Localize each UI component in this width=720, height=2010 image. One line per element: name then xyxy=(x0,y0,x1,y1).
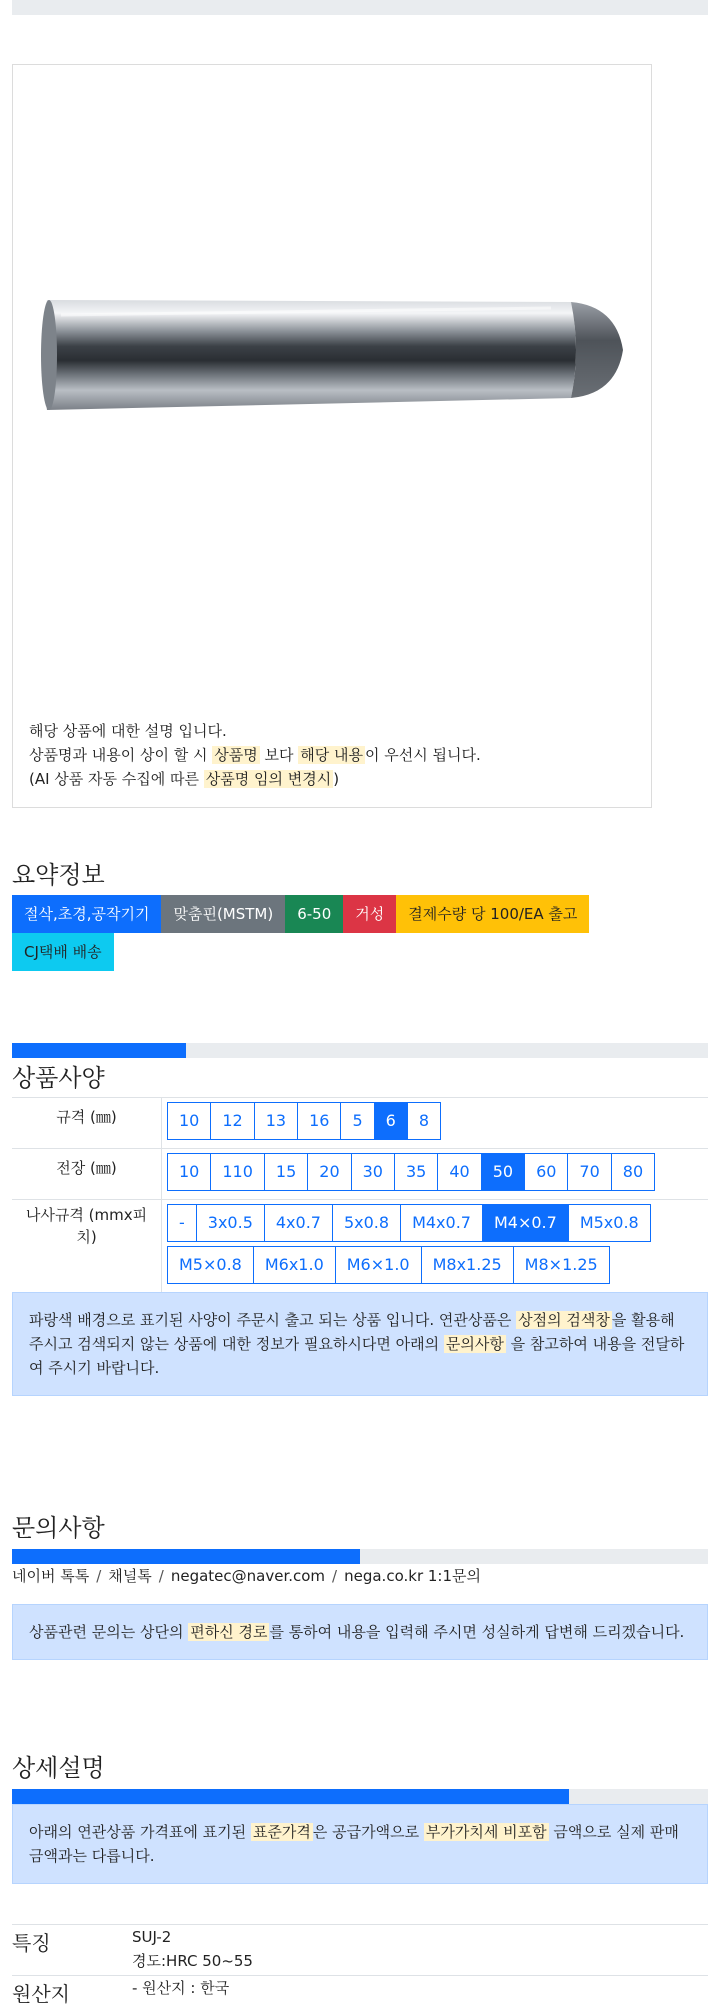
summary-title: 요약정보 xyxy=(12,861,105,889)
spec-option-button[interactable]: - xyxy=(167,1204,197,1242)
separator: / xyxy=(332,1567,338,1585)
spec-option-button[interactable]: 13 xyxy=(254,1102,298,1140)
spec-option-button[interactable]: 70 xyxy=(567,1153,611,1191)
spec-options-diameter xyxy=(162,1098,708,1148)
spec-option-button[interactable]: 10 xyxy=(167,1153,211,1191)
feature-row-characteristic xyxy=(12,1924,708,1975)
badge-product-type: 맞춤핀(MSTM) xyxy=(161,895,285,933)
top-progress-bar xyxy=(12,0,708,15)
dowel-pin-image xyxy=(31,280,641,420)
contact-channel-talk[interactable]: 채널톡 xyxy=(108,1567,152,1585)
notice-text: 을 활용해 주시고 검색되지 않는 상품에 대한 정보가 필요하시다면 아래의 xyxy=(29,1311,675,1353)
spec-option-button[interactable]: 60 xyxy=(524,1153,568,1191)
inquiry-progress-fill xyxy=(12,1549,360,1564)
highlight-vat-excluded: 부가가치세 비포함 xyxy=(425,1823,547,1841)
spec-option-button[interactable]: 35 xyxy=(394,1153,438,1191)
summary-badges xyxy=(12,895,642,971)
separator: / xyxy=(96,1567,102,1585)
badge-category: 절삭,초경,공작기기 xyxy=(12,895,161,933)
desc-line-1: 해당 상품에 대한 설명 입니다. xyxy=(29,722,227,740)
highlight-name-change: 상품명 임의 변경시 xyxy=(205,770,332,788)
feature-value: 경도:HRC 50~55 xyxy=(132,1952,253,1970)
badge-brand: 거성 xyxy=(343,895,396,933)
spec-label-length: 전장 (㎜) xyxy=(12,1149,162,1199)
spec-option-button[interactable]: 20 xyxy=(307,1153,351,1191)
spec-row-thread xyxy=(12,1200,708,1293)
detail-notice xyxy=(12,1804,708,1884)
inquiry-notice xyxy=(12,1604,708,1660)
spec-option-button[interactable]: M4x0.7 xyxy=(400,1204,483,1242)
spec-options-length xyxy=(162,1149,708,1199)
desc-text: 보다 xyxy=(259,746,299,764)
spec-table xyxy=(12,1097,708,1293)
spec-option-button[interactable]: 40 xyxy=(437,1153,481,1191)
feature-row-origin xyxy=(12,1975,708,2010)
spec-option-button[interactable]: 80 xyxy=(611,1153,655,1191)
feature-value: SUJ-2 xyxy=(132,1928,172,1946)
feature-values xyxy=(132,1976,229,2010)
spec-option-button[interactable]: 12 xyxy=(210,1102,254,1140)
spec-option-button[interactable]: 6 xyxy=(374,1102,408,1140)
product-description xyxy=(29,719,481,791)
desc-text: ) xyxy=(333,770,340,788)
spec-option-button[interactable]: M5x0.8 xyxy=(568,1204,651,1242)
spec-option-button[interactable]: 10 xyxy=(167,1102,211,1140)
highlight-content: 해당 내용 xyxy=(300,746,363,764)
desc-line-3 xyxy=(29,767,481,791)
spec-label-thread: 나사규격 (mmx피치) xyxy=(12,1200,162,1292)
notice-text: 상품관련 문의는 상단의 xyxy=(29,1623,189,1641)
spec-option-button[interactable]: M5×0.8 xyxy=(167,1246,254,1284)
desc-line-2 xyxy=(29,743,481,767)
spec-option-button[interactable]: 8 xyxy=(407,1102,441,1140)
spec-option-button[interactable]: M6x1.0 xyxy=(253,1246,336,1284)
detail-progress-fill xyxy=(12,1789,569,1804)
badge-order-quantity: 결제수량 당 100/EA 출고 xyxy=(396,895,589,933)
spec-label-diameter: 규격 (㎜) xyxy=(12,1098,162,1148)
notice-text: 를 통하여 내용을 입력해 주시면 성실하게 답변해 드리겠습니다. xyxy=(269,1623,685,1641)
contact-links xyxy=(12,1565,481,1586)
highlight-product-name: 상품명 xyxy=(214,746,258,764)
desc-text: 상품명과 내용이 상이 할 시 xyxy=(29,746,213,764)
spec-options-thread xyxy=(162,1200,708,1292)
spec-row-length xyxy=(12,1149,708,1200)
feature-label: 특징 xyxy=(12,1931,51,1955)
notice-text: 아래의 연관상품 가격표에 표기된 xyxy=(29,1823,251,1841)
inquiry-title: 문의사항 xyxy=(12,1514,105,1542)
spec-option-button[interactable]: 50 xyxy=(481,1153,525,1191)
spec-option-button[interactable]: 4x0.7 xyxy=(264,1204,333,1242)
highlight-inquiry: 문의사항 xyxy=(445,1335,504,1353)
spec-option-button[interactable]: 30 xyxy=(351,1153,395,1191)
spec-option-button[interactable]: 110 xyxy=(210,1153,265,1191)
spec-option-button[interactable]: 16 xyxy=(297,1102,341,1140)
spec-notice xyxy=(12,1292,708,1396)
spec-row-diameter xyxy=(12,1098,708,1149)
desc-text: 이 우선시 됩니다. xyxy=(364,746,481,764)
inquiry-progress-bar xyxy=(12,1549,708,1564)
spec-progress-fill xyxy=(12,1043,186,1058)
spec-option-button[interactable]: 15 xyxy=(264,1153,308,1191)
spec-option-button[interactable]: 5 xyxy=(340,1102,374,1140)
badge-size-range: 6-50 xyxy=(285,895,343,933)
spec-option-button[interactable]: 3x0.5 xyxy=(196,1204,265,1242)
feature-label: 원산지 xyxy=(12,1982,70,2006)
highlight-search: 상점의 검색창 xyxy=(518,1311,610,1329)
notice-text: 금액으로 실제 판매금액과는 다릅니다. xyxy=(29,1823,679,1865)
detail-progress-bar xyxy=(12,1789,708,1804)
spec-progress-bar xyxy=(12,1043,708,1058)
separator: / xyxy=(158,1567,164,1585)
feature-values xyxy=(132,1925,253,1975)
detail-title: 상세설명 xyxy=(12,1754,105,1782)
spec-title: 상품사양 xyxy=(12,1064,105,1092)
notice-text: 은 공급가액으로 xyxy=(312,1823,424,1841)
highlight-route: 편하신 경로 xyxy=(190,1623,268,1641)
spec-option-button[interactable]: M4×0.7 xyxy=(482,1204,569,1242)
spec-option-button[interactable]: 5x0.8 xyxy=(332,1204,401,1242)
features-table xyxy=(12,1924,708,2010)
product-image-card xyxy=(12,64,652,808)
notice-text: 파랑색 배경으로 표기된 사양이 주문시 출고 되는 상품 입니다. 연관상품은 xyxy=(29,1311,517,1329)
contact-naver-talk[interactable]: 네이버 톡톡 xyxy=(12,1567,90,1585)
contact-email[interactable]: negatec@naver.com xyxy=(170,1567,326,1585)
spec-option-button[interactable]: M6×1.0 xyxy=(335,1246,422,1284)
badge-shipping: CJ택배 배송 xyxy=(12,933,114,971)
spec-option-button[interactable]: M8×1.25 xyxy=(513,1246,610,1284)
spec-option-button[interactable]: M8x1.25 xyxy=(421,1246,514,1284)
feature-value: - 원산지 : 한국 xyxy=(132,1979,230,1997)
highlight-standard-price: 표준가격 xyxy=(252,1823,311,1841)
contact-site-inquiry[interactable]: nega.co.kr 1:1문의 xyxy=(344,1567,481,1585)
desc-text: (AI 상품 자동 수집에 따른 xyxy=(29,770,204,788)
notice-text: 을 참고하여 내용을 전달하여 주시기 바랍니다. xyxy=(29,1335,685,1377)
